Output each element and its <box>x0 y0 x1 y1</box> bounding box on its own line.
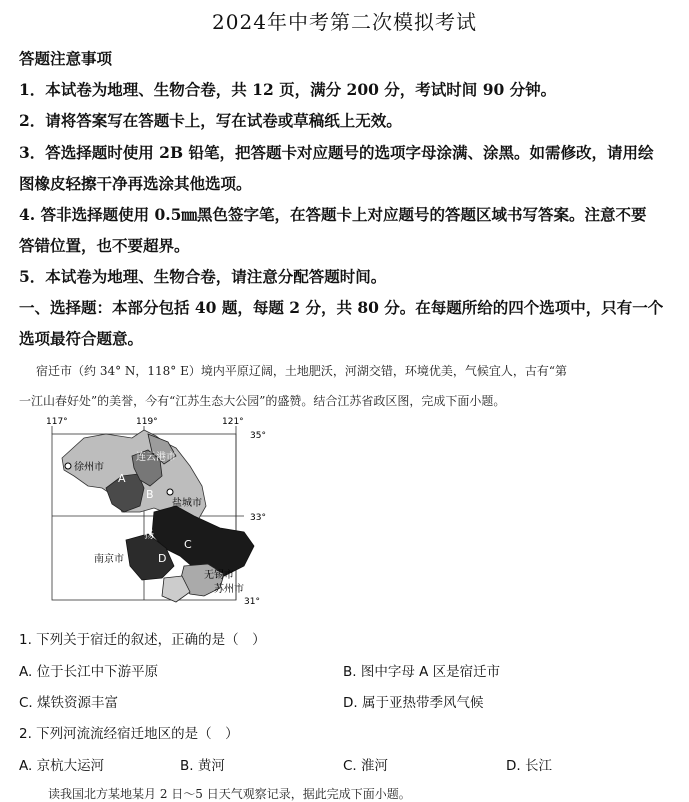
question-2-stem: 2. 下列河流流经宿迁地区的是（ ） <box>19 726 239 742</box>
question-1-option-a[interactable]: A. 位于长江中下游平原 <box>19 664 159 680</box>
notes-heading: 答题注意事项 <box>19 49 113 68</box>
question-1-stem: 1. 下列关于宿迁的叙述，正确的是（ ） <box>19 632 266 648</box>
region-label: D <box>158 552 167 565</box>
city-label: 徐州市 <box>74 462 104 473</box>
lat-label: 33° <box>250 513 266 523</box>
region-label: A <box>118 472 126 485</box>
lon-label: 117° <box>46 417 68 427</box>
note-4-cont: 答错位置，也不要超界。 <box>19 236 190 255</box>
question-1-option-c[interactable]: C. 煤铁资源丰富 <box>19 695 119 711</box>
region-label: C <box>184 538 192 551</box>
lon-label: 119° <box>136 417 158 427</box>
note-3-cont: 图橡皮轻擦干净再选涂其他选项。 <box>19 174 252 193</box>
city-label: 无锡市 <box>204 570 234 581</box>
note-1: 1．本试卷为地理、生物合卷，共 12 页，满分 200 分，考试时间 90 分钟。 <box>19 80 557 99</box>
jiangsu-map <box>44 416 274 610</box>
exam-title: 2024年中考第二次模拟考试 <box>212 10 477 34</box>
intro-line-1: 宿迁市（约 34° N，118° E）境内平原辽阔，土地肥沃，河湖交错，环境优美，气候宜人，古有“第 <box>36 364 568 378</box>
note-3: 3．答选择题时使用 2B 铅笔，把答题卡对应题号的选项字母涂满、涂黑。如需修改，请用绘 <box>19 143 654 162</box>
region-label: B <box>146 488 154 501</box>
note-2: 2．请将答案写在答题卡上，写在试卷或草稿纸上无效。 <box>19 111 402 130</box>
section-heading-cont: 选项最符合题意。 <box>19 329 144 348</box>
city-label: 连云港市 <box>136 452 176 463</box>
question-1-option-b[interactable]: B. 图中字母 A 区是宿迁市 <box>343 664 501 680</box>
next-question-intro: 读我国北方某地某月 2 日～5 日天气观察记录，据此完成下面小题。 <box>48 787 411 801</box>
city-label: 苏州市 <box>214 584 244 595</box>
city-label: 扬 <box>144 530 154 541</box>
lat-label: 35° <box>250 431 266 441</box>
section-heading: 一、选择题：本部分包括 40 题，每题 2 分，共 80 分。在每题所给的四个选项中，只有一个 <box>19 298 664 317</box>
question-1-option-d[interactable]: D. 属于亚热带季风气候 <box>343 695 484 711</box>
question-2-option-c[interactable]: C. 淮河 <box>343 758 389 774</box>
intro-line-2: 一江山春好处”的美誉，今有“江苏生态大公园”的盛赞。结合江苏省政区图，完成下面小题。 <box>19 394 506 408</box>
note-4: 4. 答非选择题使用 0.5㎜黑色签字笔，在答题卡上对应题号的答题区域书写答案。注意不要 <box>19 205 647 224</box>
question-2-option-b[interactable]: B. 黄河 <box>180 758 225 774</box>
city-label: 盐城市 <box>172 498 202 509</box>
lon-label: 121° <box>222 417 244 427</box>
note-5: 5．本试卷为地理、生物合卷，请注意分配答题时间。 <box>19 267 387 286</box>
city-label: 南京市 <box>94 554 124 565</box>
lat-label: 31° <box>244 597 260 607</box>
question-2-option-a[interactable]: A. 京杭大运河 <box>19 758 105 774</box>
question-2-option-d[interactable]: D. 长江 <box>506 758 552 774</box>
